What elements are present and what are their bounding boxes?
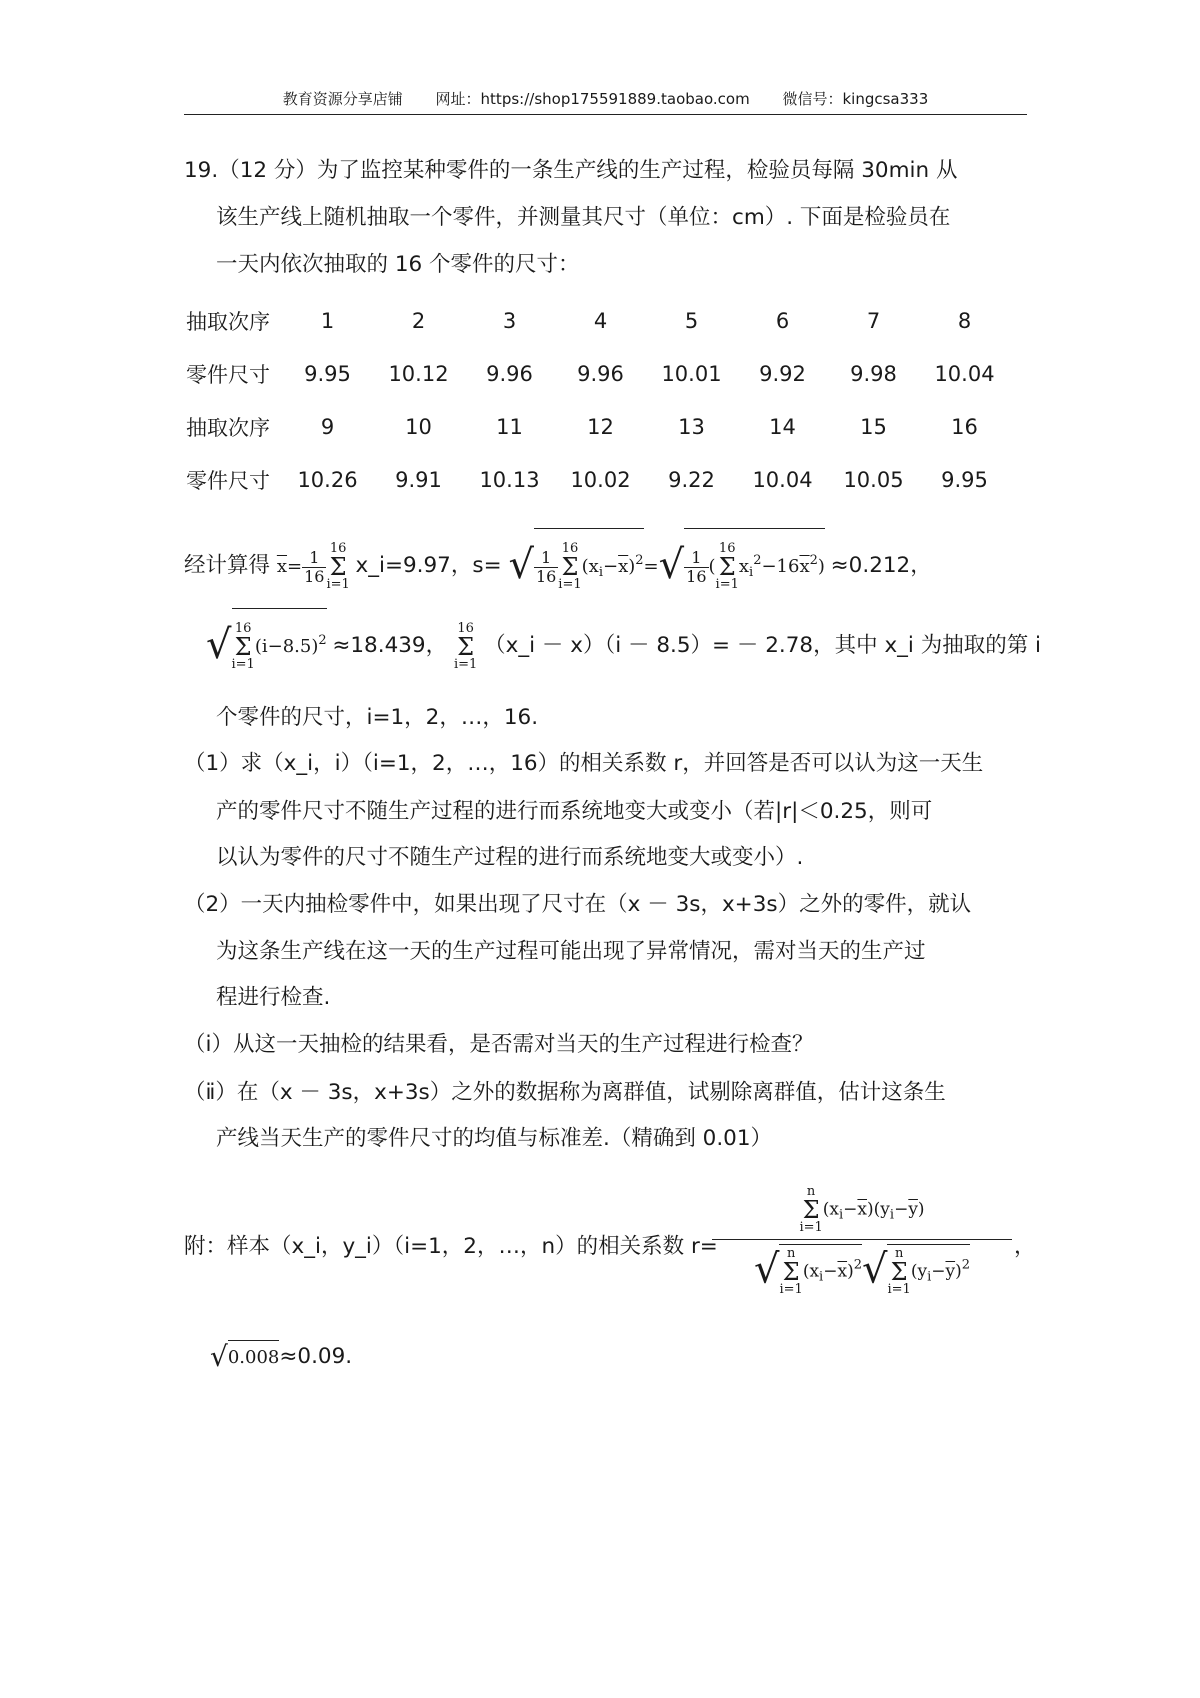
question-1-line-1: （1）求（x_i，i）（i=1，2，…，16）的相关系数 r，并回答是否可以认为这一天生 — [184, 751, 984, 776]
page-header — [184, 84, 1027, 115]
table-cell: 9.22 — [668, 467, 715, 492]
correlation-formula — [712, 1185, 1012, 1297]
table-cell: 12 — [587, 414, 614, 439]
table-cell: 14 — [769, 414, 796, 439]
table-cell: 9.98 — [850, 361, 897, 386]
table-cell: 10.01 — [661, 361, 722, 386]
header-wechat: 微信号：kingcsa333 — [782, 90, 929, 108]
table-cell: 4 — [593, 308, 608, 333]
table-cell: 5 — [684, 308, 699, 333]
table-cell: 13 — [678, 414, 705, 439]
table-cell: 7 — [866, 308, 881, 333]
question-2-line-1: （2）一天内抽检零件中，如果出现了尺寸在（x － 3s，x+3s）之外的零件，就认 — [184, 892, 972, 917]
table-cell: 8 — [957, 308, 972, 333]
table-cell: 10.26 — [297, 467, 358, 492]
table-cell: 15 — [860, 414, 887, 439]
table-cell: 10 — [405, 414, 432, 439]
appendix-tail: ， — [1014, 1234, 1036, 1259]
calc-line-2 — [206, 608, 1041, 677]
sqrt-constant: √0.008 — [210, 1340, 280, 1373]
table-cell: 1 — [320, 308, 335, 333]
table-row — [186, 400, 1010, 453]
table-header-size: 零件尺寸 — [186, 362, 270, 387]
header-url: 网址：https://shop175591889.taobao.com — [435, 90, 750, 108]
appendix-text: 附：样本（x_i，y_i）（i=1，2，…，n）的相关系数 r= — [184, 1234, 718, 1259]
table-cell: 3 — [502, 308, 517, 333]
table-cell: 9 — [320, 414, 335, 439]
cov-value: （x_i － x）（i － 8.5）= － 2.78，其中 x_i 为抽取的第 i — [484, 633, 1042, 658]
table-cell: 9.95 — [304, 361, 351, 386]
s-value: ≈0.212， — [830, 553, 932, 578]
sqrt-constant-value: ≈0.09. — [279, 1344, 353, 1369]
question-2ii-line-1: （ⅱ）在（x － 3s，x+3s）之外的数据称为离群值，试剔除离群值，估计这条生 — [184, 1080, 946, 1105]
table-cell: 2 — [411, 308, 426, 333]
problem-intro-2: 该生产线上随机抽取一个零件，并测量其尺寸（单位：cm）. 下面是检验员在 — [216, 205, 951, 230]
table-header-order: 抽取次序 — [186, 309, 270, 334]
table-cell: 10.04 — [752, 467, 813, 492]
problem-intro-1: 19.（12 分）为了监控某种零件的一条生产线的生产过程，检验员每隔 30min 从 — [184, 158, 958, 183]
s-formula: √ $\frac{1}{16}$ 16 Σ $i=1(x_i-\overline{x})^2=√$ $\frac{1}{16}$ (16 Σ $i=1x_i^2-16\overline{x}^2$) — [508, 556, 830, 577]
correlation-numerator: n Σ $i=1(x_i-\overline{x})(y_i-\overline{y})$ — [712, 1185, 1012, 1240]
question-2ii-line-2: 产线当天生产的零件尺寸的均值与标准差.（精确到 0.01） — [216, 1126, 773, 1151]
question-2-line-2: 为这条生产线在这一天的生产过程可能出现了异常情况，需对当天的生产过 — [216, 939, 926, 964]
table-cell: 10.05 — [843, 467, 904, 492]
table-cell: 16 — [951, 414, 978, 439]
question-1-line-2: 产的零件尺寸不随生产过程的进行而系统地变大或变小（若|r|＜0.25，则可 — [216, 799, 933, 824]
calc-tail: 个零件的尺寸，i=1，2，…，16. — [216, 705, 539, 730]
table-cell: 10.04 — [934, 361, 995, 386]
calc-line-1 — [184, 528, 932, 603]
sqrt-sum-formula: √ 16 Σ $i=1(i-8.5)^2$ — [206, 636, 332, 657]
sqrt-sum-value: ≈18.439， — [332, 633, 448, 658]
question-2i: （ⅰ）从这一天抽检的结果看，是否需对当天的生产过程进行检查？ — [184, 1032, 814, 1057]
table-cell: 10.13 — [479, 467, 540, 492]
xbar-value: x_i=9.97，s= — [355, 553, 502, 578]
sqrt-constant-line — [210, 1340, 352, 1373]
correlation-denominator: √ n Σ $i=1(x_i-\overline{x})^2√$ n Σ $i=1(y_i-\overline{y})^2$ — [753, 1246, 971, 1297]
table-row — [186, 453, 1010, 506]
table-cell: 9.92 — [759, 361, 806, 386]
table-cell: 9.96 — [486, 361, 533, 386]
table-cell: 9.96 — [577, 361, 624, 386]
data-table — [186, 294, 1010, 506]
table-header-size: 零件尺寸 — [186, 468, 270, 493]
table-row — [186, 294, 1010, 347]
table-cell: 11 — [496, 414, 523, 439]
table-cell: 10.02 — [570, 467, 631, 492]
table-cell: 6 — [775, 308, 790, 333]
question-2-line-3: 程进行检查. — [216, 985, 331, 1010]
question-1-line-3: 以认为零件的尺寸不随生产过程的进行而系统地变大或变小）. — [216, 845, 804, 870]
table-cell: 10.12 — [388, 361, 449, 386]
cov-sum-symbol: 16 Σ i=1 — [453, 621, 478, 672]
xbar-formula: $\overline{x}=$ $\frac{1}{16}$ 16 Σ i=1 — [276, 541, 350, 592]
table-cell: 9.91 — [395, 467, 442, 492]
header-shop: 教育资源分享店铺 — [282, 90, 403, 108]
table-row — [186, 347, 1010, 400]
table-cell: 9.95 — [941, 467, 988, 492]
problem-intro-3: 一天内依次抽取的 16 个零件的尺寸： — [216, 252, 580, 277]
table-header-order: 抽取次序 — [186, 415, 270, 440]
calc-prefix: 经计算得 — [184, 553, 271, 578]
